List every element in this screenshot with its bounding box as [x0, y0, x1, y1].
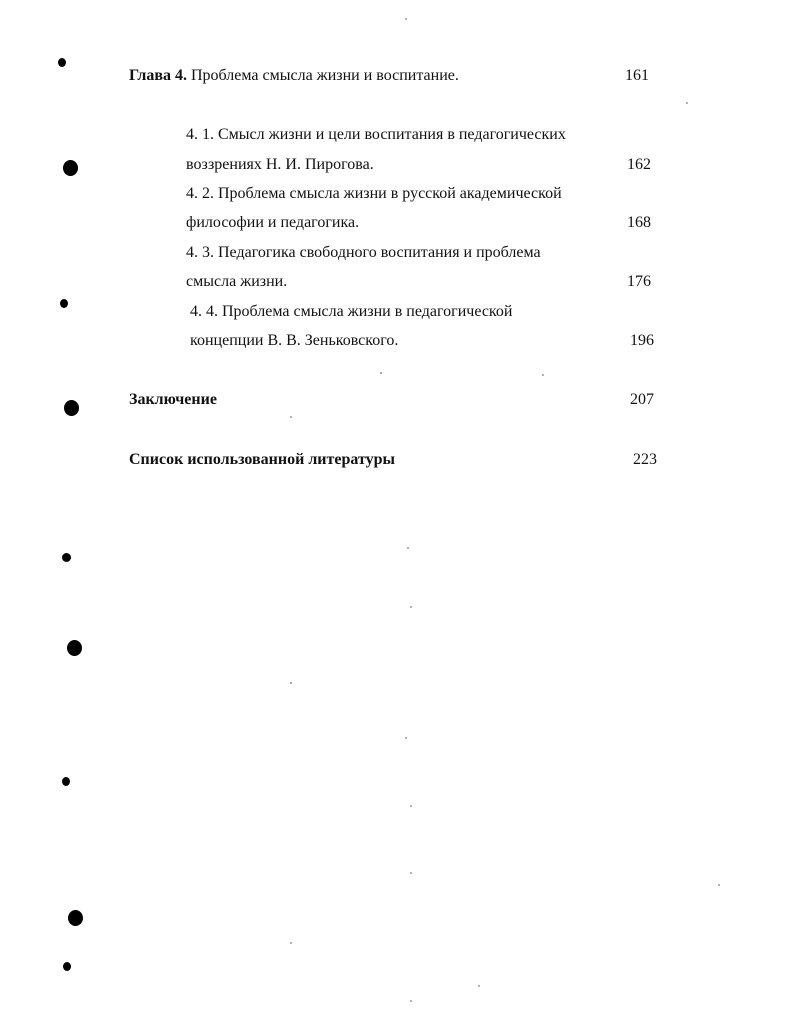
scan-speck [718, 884, 720, 886]
scan-speck [290, 682, 292, 684]
toc-section-4-1-line1: 4. 1. Смысл жизни и цели воспитания в педагогических [186, 126, 566, 143]
scan-speck [290, 416, 292, 418]
toc-bibliography: Список использованной литературы [129, 451, 395, 468]
scan-speck [405, 18, 407, 20]
chapter-4-page-number: 161 [625, 67, 649, 84]
punch-hole [67, 640, 82, 656]
punch-hole [62, 777, 70, 786]
toc-section-4-1-line2: воззрениях Н. И. Пирогова. [186, 156, 374, 173]
toc-conclusion: Заключение [129, 391, 217, 408]
scan-speck [542, 374, 544, 376]
bibliography-page-number: 223 [633, 451, 657, 468]
punch-hole [60, 299, 68, 308]
chapter-title: Проблема смысла жизни и воспитание. [191, 67, 459, 84]
punch-hole [63, 962, 71, 971]
punch-hole [63, 160, 78, 176]
scan-speck [478, 985, 480, 987]
toc-section-4-3-line1: 4. 3. Педагогика свободного воспитания и проблема [186, 244, 541, 261]
conclusion-page-number: 207 [630, 391, 654, 408]
toc-section-4-4-line1: 4. 4. Проблема смысла жизни в педагогической [190, 303, 513, 320]
scan-speck [410, 872, 412, 874]
scan-speck [410, 606, 412, 608]
toc-section-4-3-line2: смысла жизни. [186, 273, 288, 290]
chapter-label: Глава 4. [129, 67, 187, 84]
scan-speck [407, 547, 409, 549]
scan-speck [410, 805, 412, 807]
scan-speck [380, 372, 382, 374]
punch-hole [64, 400, 79, 416]
punch-hole [68, 910, 83, 926]
scan-speck [686, 102, 688, 104]
section-4-4-page-number: 196 [630, 332, 654, 349]
scan-speck [405, 737, 407, 739]
toc-section-4-2-line2: философии и педагогика. [186, 214, 360, 231]
section-4-1-page-number: 162 [627, 156, 651, 173]
scan-speck [410, 1000, 412, 1002]
toc-section-4-4-line2: концепции В. В. Зеньковского. [190, 332, 399, 349]
punch-hole [62, 553, 71, 562]
scan-speck [290, 942, 292, 944]
section-4-2-page-number: 168 [627, 214, 651, 231]
punch-hole [58, 58, 66, 67]
toc-chapter-4 [129, 66, 459, 86]
section-4-3-page-number: 176 [627, 273, 651, 290]
toc-section-4-2-line1: 4. 2. Проблема смысла жизни в русской академической [186, 185, 562, 202]
